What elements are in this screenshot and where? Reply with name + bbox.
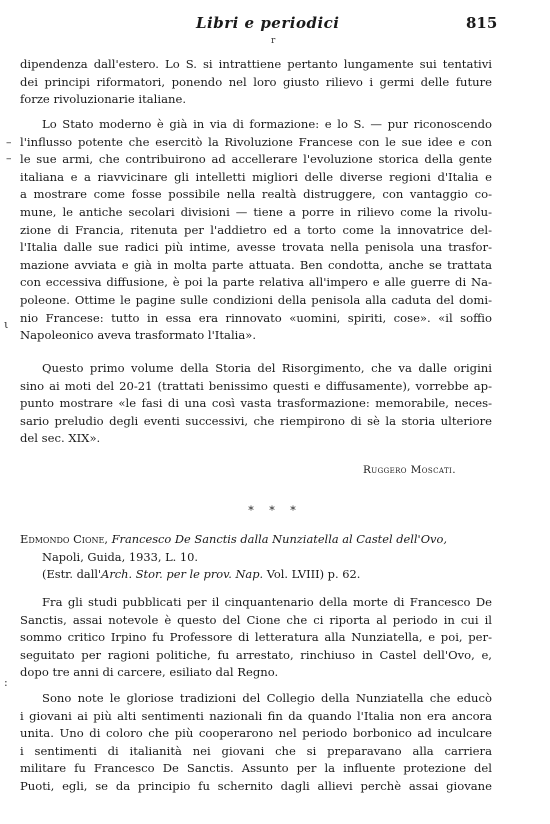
extract-journal: Arch. Stor. per le prov. Nap.	[101, 567, 264, 582]
extract-suffix: Vol. LVIII) p. 62.	[266, 567, 361, 582]
text-line: poleone. Ottime le pagine sulle condizioni della penisola alla caduta del domi-	[20, 292, 492, 307]
top-mark: r	[271, 36, 276, 46]
paragraph-continuation	[20, 56, 492, 109]
text-line: i giovani ai più alti sentimenti nazionali fin da quando l'Italia non era ancora	[20, 708, 492, 723]
text-line: mazione avviata e già in molta parte attuata. Ben condotta, anche se trattata	[20, 257, 492, 272]
paragraph-studies	[20, 594, 492, 682]
paragraph-first-volume	[20, 360, 492, 448]
text-line: forze rivoluzionarie italiane.	[20, 92, 187, 107]
text-line: seguitato per ragioni politiche, fu arrestato, rinchiuso in Castel dell'Ovo, e,	[20, 647, 492, 662]
text-line: punto mostrare «le fasi di una così vasta trasformazione: memorabile, neces-	[20, 396, 492, 411]
text-line: dopo tre anni di carcere, esiliato dal Regno.	[20, 665, 279, 680]
text-line: italiana e a riavvicinare gli intelletti migliori delle diverse regioni d'Italia e	[20, 169, 492, 184]
page-number: 815	[466, 14, 498, 32]
section-separator: * * *	[248, 504, 302, 517]
bibliographic-entry	[20, 531, 492, 584]
text-line: l'influsso potente che esercitò la Rivoluzione Francese con le sue idee e con	[20, 134, 492, 149]
text-line: Puoti, egli, se da principio fu schernito dagli allievi perchè assai giovane	[20, 778, 492, 793]
text-line: Sanctis, assai notevole è questo del Cione che ci riporta al periodo in cui il	[20, 612, 492, 627]
text-line: con eccessiva diffusione, è poi la parte relativa all'impero e alle guerre di Na-	[20, 275, 492, 290]
text-line: zione di Francia, ritenuta per l'addietro ed a torto come la innovatrice del-	[20, 222, 492, 237]
book-author: Edmondo Cione,	[20, 532, 108, 546]
page-header	[0, 14, 550, 46]
running-title: Libri e periodici	[196, 14, 340, 32]
text-line: sommo critico Irpino fu Professore di letteratura alla Nunziatella, e poi, per-	[20, 630, 492, 645]
review-signature: Ruggero Moscati.	[363, 464, 456, 476]
text-line: a mostrare come fosse possibile nella realtà distruggere, con vantaggio co-	[20, 187, 492, 202]
text-line: Sono note le gloriose tradizioni del Collegio della Nunziatella che educò	[42, 691, 492, 705]
text-line: le sue armi, che contribuirono ad accellerare l'evoluzione storica della gente	[20, 152, 492, 167]
text-line: Questo primo volume della Storia del Risorgimento, che va dalle origini	[42, 361, 492, 375]
text-line: dei principi riformatori, ponendo nel loro giusto rilievo i germi delle future	[20, 74, 492, 89]
text-line: Napoleonico aveva trasformato l'Italia».	[20, 328, 257, 343]
text-line: militare fu Francesco De Sanctis. Assunto per la influente protezione del	[20, 761, 492, 776]
text-line: Lo Stato moderno è già in via di formazione: e lo S. — pur riconoscendo	[42, 117, 492, 131]
book-title: Francesco De Sanctis dalla Nunziatella al Castel dell'Ovo,	[111, 532, 447, 546]
paragraph-modern-state	[20, 116, 492, 345]
text-line: sario preludio degli eventi successivi, che riempirono di sè la storia ulteriore	[20, 413, 492, 428]
margin-mark: –	[6, 136, 12, 149]
text-line: del sec. XIX».	[20, 431, 101, 446]
margin-mark: :	[4, 676, 8, 689]
text-line: sino ai moti del 20-21 (trattati benissimo questi e diffusamente), vorrebbe ap-	[20, 378, 492, 393]
text-line: nio Francese: tutto in essa era rinnovato «uomini, spiriti, cose». «il soffio	[20, 310, 492, 325]
paragraph-nunziatella	[20, 690, 492, 796]
book-publication: Napoli, Guida, 1933, L. 10.	[42, 549, 198, 564]
book-extract-info	[20, 566, 492, 584]
extract-prefix: (Estr. dall'	[42, 567, 102, 582]
text-line: i sentimenti di italianità nei giovani che si preparavano alla carriera	[20, 743, 492, 758]
text-line: unita. Uno di coloro che più cooperarono nel periodo borbonico ad inculcare	[20, 726, 492, 741]
text-line: l'Italia dalle sue radici più intime, avesse trovata nella penisola una trasfor-	[20, 240, 492, 255]
text-line: Fra gli studi pubblicati per il cinquantenario della morte di Francesco De	[42, 595, 492, 609]
text-line: mune, le antiche secolari divisioni — tiene a porre in rilievo come la rivolu-	[20, 204, 492, 219]
margin-mark: ι	[4, 318, 9, 331]
text-line: dipendenza dall'estero. Lo S. si intrattiene pertanto lungamente sui tentativi	[20, 57, 492, 71]
margin-mark: –	[6, 152, 12, 165]
